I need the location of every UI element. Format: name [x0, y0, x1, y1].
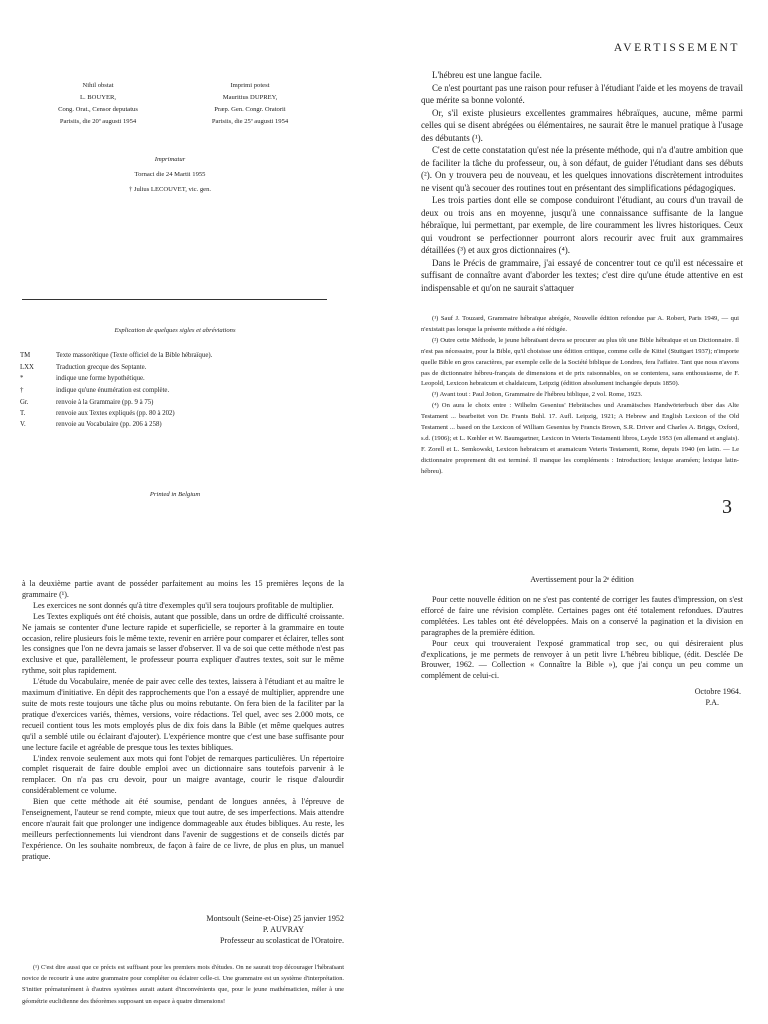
- footnote: (¹) Sauf J. Touzard, Grammaire hébraïque abrégée, Nouvelle édition refondue par A. Robert, Paris 1949, — qui n'existait pas lorsque la présente méthode a été rédigée.: [421, 315, 739, 333]
- paragraph: à la deuxième partie avant de posséder parfaitement au moins les 15 premières leçons de la grammaire (¹).: [22, 579, 344, 599]
- paragraph: Bien que cette méthode ait été soumise, pendant de longues années, à l'épreuve de l'enseignement, l'auteur se rend compte, mieux que tout autre, de ses imperfections. Mais attendre encore n'aurait fait que prolonger une indigence dommageable aux études bibliques. Au reste, les meilleurs perfectionnements lui viendront dans l'avenir de suggestions et de conseils dictés par l'expérience. On les souhaite nombreux, de façon à faire de ce livre, de plus en plus, un manuel pratique.: [22, 797, 344, 861]
- abbreviation-key: *: [20, 375, 24, 382]
- abbreviation-row: [20, 385, 340, 396]
- printed-in-belgium: Printed in Belgium: [149, 491, 201, 498]
- nihil-line: Cong. Orat., Censor deputatus: [58, 106, 138, 113]
- imprimi-line: Mauritius DUPREY,: [222, 94, 278, 101]
- signature-line: Professeur au scolasticat de l'Oratoire.: [220, 935, 344, 945]
- page-number: 3: [722, 496, 732, 518]
- abbreviation-value: indique qu'une énumération est complète.: [56, 387, 170, 394]
- abbreviation-value: renvoie à la Grammaire (pp. 9 à 75): [56, 399, 154, 406]
- abbreviation-key: Gr.: [20, 399, 29, 406]
- abbreviation-key: V.: [20, 421, 26, 428]
- imprimi-line: Parisiis, die 25ª augusti 1954: [211, 118, 289, 125]
- paragraph: L'étude du Vocabulaire, menée de pair avec celle des textes, laissera à l'étudiant et au maître le maximum d'initiative. En dépit des rapprochements que l'on a essayé de multiplier, apprendre une suite de mots reste toujours une tâche plus ou moins rebutante. On fera bien de la faciliter par la pratique d'exercices variés, thèmes, versions, voire rédactions. Tel quel, avec ses 2.000 mots, ce recueil contient tous les mots employés plus de dix fois dans la Bible (et même quelques autres qu'il a semblé utile ou éclairant d'ajouter). L'expérience montre que c'est une base suffisante pour une lecture facile et agréable de presque tous les textes bibliques.: [22, 677, 344, 752]
- abbreviation-key: T.: [20, 410, 26, 417]
- footnote: (⁴) On aura le choix entre : Wilhelm Gesenius' Hebräisches und Aramäisches Handwörterbuch über das Alte Testament ... bearbeitet von Dr. Frants Buhl. 17. Aufl. Leipzig, 1921; A Hebrew and English Lexicon of the Old Testament ... based on the Lexicon of William Gesenius by Francis Brown, S.R. Driver and Charles A. Briggs, Oxford, s.d. (1906); et L. Kœhler et W. Baumgartner, Lexicon in Veteris Testamenti libros, Leyde 1953 (en allemand et anglais). F. Zorell et L. Semkowski, Lexicon hebraicum et aramaicum Veteris Testamenti, Rome, depuis 1940 (en latin. — Le dictionnaire proprement dit est terminé. Il manque les compléments : Introduction; lexique araméen; lexique latin-hébreu).: [421, 402, 739, 475]
- paragraph: Pour cette nouvelle édition on ne s'est pas contenté de corriger les fautes d'impression, on s'est efforcé de faire une révision complète. Certaines pages ont été totalement refondues. D'autres complétées. Les tables ont été développées. Mais on a conservé la pagination et la division en paragraphes de la première édition.: [421, 595, 743, 637]
- paragraph: Les exercices ne sont donnés qu'à titre d'exemples qu'il sera toujours profitable de multiplier.: [33, 600, 334, 610]
- imprimi-line: Præp. Gen. Congr. Oratorii: [214, 106, 286, 113]
- signature-line: P. AUVRAY: [262, 924, 304, 934]
- abbreviation-row: [20, 397, 340, 408]
- nihil-line: Parisiis, die 20ª augusti 1954: [59, 118, 137, 125]
- footnote: (²) Outre cette Méthode, le jeune hébraïsant devra se procurer au plus tôt une Bible hébraïque et un Dictionnaire. Il n'est pas nécessaire, pour la Bible, qu'il choisisse une édition critique, comme celle de Kittel (Stuttgart 1937); n'importe quelle Bible en gros caractères, par exemple celle de la Société biblique de Londres, fera l'affaire. Tant que nous n'avons pas de dictionnaire hébreu-français de dimensions et de prix raisonnables, on se contentera, sans enthousiasme, de F. Leopold, Lexicon hebraicum et chaldaicum, Leipzig (édition absolument inchangée depuis 1850).: [421, 336, 739, 388]
- abbreviation-value: renvoie aux Textes expliqués (pp. 80 à 202): [56, 410, 175, 417]
- paragraph: Les Textes expliqués ont été choisis, autant que possible, dans un ordre de difficulté croissante. Ne jamais se contenter d'une lecture rapide et superficielle, se reporter à la grammaire en toute occasion, relire plusieurs fois le même texte, revenir en arrière pour comparer et éclairer, telles sont les consignes que l'on ne devra jamais se lasser d'observer. Il va de soi que cette méthode n'est pas exclusive et que, parallèlement, le professeur pourra expliquer d'autres textes, soit sur le même rythme, soit plus rapidement.: [22, 611, 344, 676]
- abbreviation-value: Texte massorétique (Texte officiel de la Bible hébraïque).: [56, 352, 213, 359]
- paragraph: Or, s'il existe plusieurs excellentes grammaires hébraïques, aucune, même parmi celles qui se disent abrégées ou élémentaires, ne saurait être le manuel pratique à l'usage des débutants (¹).: [421, 107, 743, 143]
- second-edition-text: [421, 595, 743, 682]
- abbreviation-value: renvoie au Vocabulaire (pp. 206 à 258): [56, 421, 162, 428]
- paragraph: Ce n'est pourtant pas une raison pour refuser à l'étudiant l'aide et les moyens de travail que mérite sa bonne volonté.: [421, 82, 743, 105]
- abbreviation-row: [20, 419, 340, 430]
- imprimatur-line: Tornaci die 24 Martii 1955: [134, 171, 206, 178]
- abbreviation-row: [20, 362, 340, 373]
- abbreviation-value: Traduction grecque des Septante.: [56, 364, 147, 371]
- second-edition-title: Avertissement pour la 2ᵉ édition: [530, 575, 634, 584]
- paragraph: L'hébreu est une langue facile.: [432, 70, 542, 80]
- avertissement-text: [421, 69, 743, 294]
- paragraph: Dans le Précis de grammaire, j'ai essayé de concentrer tout ce qu'il est nécessaire et suffisant de connaître avant d'aborder les textes; c'est dire qu'une étude attentive en est indispensable et qu'on ne saurait s'attaquer: [421, 257, 743, 293]
- bottom-footnote: [22, 962, 344, 1020]
- divider-rule: [22, 299, 327, 300]
- page-title: AVERTISSEMENT: [613, 42, 740, 54]
- nihil-obstat-block: [28, 80, 168, 128]
- edition-initials: P.A.: [705, 697, 719, 707]
- imprimi-potest-block: [180, 80, 320, 128]
- signature-line: Montsoult (Seine-et-Oise) 25 janvier 1952: [206, 914, 344, 923]
- footnote: (¹) C'est dire aussi que ce précis est suffisant pour les premiers mois d'études. On ne saurait trop décourager l'hébraïsant novice de recourir à une autre grammaire pour compléter ou éclairer celle-ci. Une grammaire est un système d'interprétation. S'initier prématurément à d'autres systèmes aurait autant d'inconvénients que, pour le jeune mathématicien, mêler à une géométrie euclidienne des théorèmes supposant un espace à quatre dimensions!: [22, 964, 344, 1005]
- signature-block: [150, 914, 344, 947]
- imprimatur-title: Imprimatur: [154, 156, 186, 163]
- abbreviation-row: [20, 350, 340, 361]
- abbreviation-key: LXX: [20, 364, 34, 371]
- abbreviation-key: TM: [20, 352, 31, 359]
- imprimatur-line: † Julius LECOUVET, vic. gen.: [128, 186, 212, 193]
- abbreviation-key: †: [20, 387, 24, 394]
- abbreviation-row: [20, 408, 340, 419]
- abbreviation-value: indique une forme hypothétique.: [56, 375, 145, 382]
- paragraph: L'index renvoie seulement aux mots qui font l'objet de remarques particulières. Un répertoire complet risquerait de faire double emploi avec un dictionnaire sans toutefois parvenir à le remplacer. On n'a pas cru devoir, pour un maigre avantage, courir le risque d'alourdir considérablement ce volume.: [22, 753, 344, 796]
- paragraph: Pour ceux qui trouveraient l'exposé grammatical trop sec, ou qui désireraient plus d'explications, je me permets de renvoyer à un petit livre L'hébreu biblique, (édit. Desclée De Brouwer, 1962. — Collection « Connaître la Bible »), que j'ai conçu un peu comme un complément de celui-ci.: [421, 638, 743, 681]
- edition-date: Octobre 1964.: [694, 687, 741, 696]
- abbreviation-row: [20, 373, 340, 384]
- continuation-text: [22, 579, 344, 863]
- nihil-line: Nihil obstat: [82, 82, 114, 89]
- imprimi-line: Imprimi potest: [230, 82, 270, 89]
- abbreviations-title: Explication de quelques sigles et abréviations: [114, 327, 236, 334]
- imprimatur-block: [90, 152, 250, 197]
- footnote: (³) Avant tout : Paul Joüon, Grammaire de l'hébreu biblique, 2 vol. Rome, 1923.: [432, 391, 643, 399]
- footnotes: [421, 314, 739, 478]
- date-block: [640, 687, 741, 709]
- paragraph: C'est de cette constatation qu'est née la présente méthode, qui n'a d'autre ambition que de faciliter la tâche du professeur, ou, à son défaut, de guider l'étudiant dans ses débuts (²). On y trouvera peu de nouveau, et les quelques innovations discrètement introduites ne visent qu'à secouer des routines tout en présentant des simplifications pédagogiques.: [421, 145, 743, 193]
- nihil-line: L. BOUYER,: [79, 94, 117, 101]
- paragraph: Les trois parties dont elle se compose conduiront l'étudiant, au cours d'un travail de deux ou trois ans en moyenne, jusqu'à une connaissance suffisante de la langue hébraïque, lui permettant, par exemple, de lire couramment les livres historiques. Ceux qui voudront se perfectionner pourront alors recourir avec fruit aux grammaires détaillées (³) et aux gros dictionnaires (⁴).: [421, 195, 743, 255]
